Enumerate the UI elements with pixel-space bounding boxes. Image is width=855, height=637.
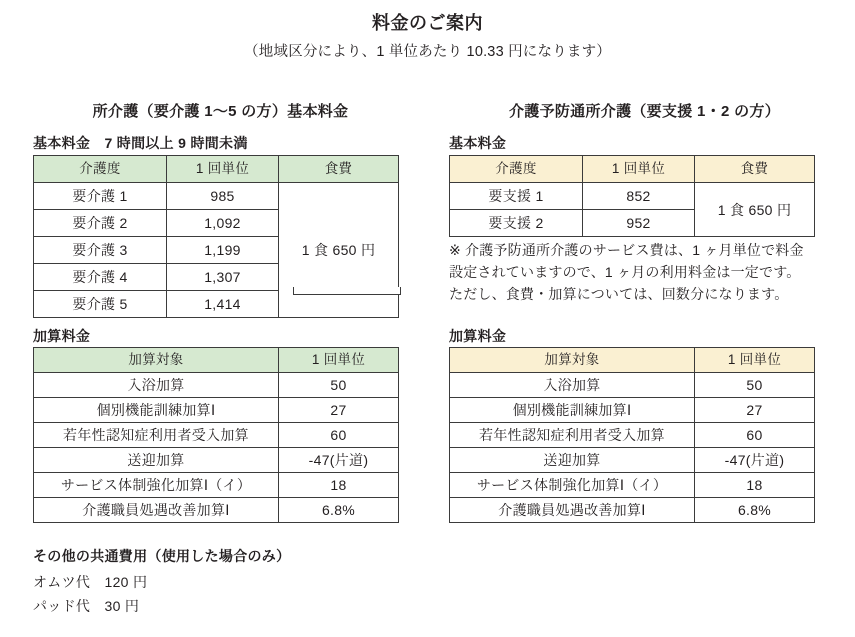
table-row: [450, 398, 815, 423]
page-title: 料金のご案内: [372, 13, 483, 33]
page-subtitle: （地域区分により、1 単位あたり 10.33 円になります）: [244, 44, 611, 60]
left-column-section: [18, 0, 418, 637]
table-row: [34, 373, 399, 398]
cell-add-unit: 50: [279, 373, 399, 398]
table-header-row: [34, 348, 399, 373]
note-line-1: ※ 介護予防通所介護のサービス費は、1 ヶ月単位で料金: [449, 242, 804, 258]
right-basic-fee-label: 基本料金: [449, 135, 507, 151]
note-line-2: 設定されていますので、1 ヶ月の利用料金は一定です。: [449, 264, 801, 280]
cell-add-unit: 27: [279, 398, 399, 423]
table-row: [450, 448, 815, 473]
cell-care-level: 要介護 5: [34, 291, 167, 318]
column-header-add-unit: 1 回単位: [279, 348, 399, 373]
cell-add-item: 入浴加算: [34, 373, 279, 398]
meal-fee-cell-overhang: [293, 287, 401, 295]
note-line-3: ただし、食費・加算については、回数分になります。: [449, 286, 789, 302]
table-header-row: [450, 156, 815, 183]
diaper-fee-line: オムツ代 120 円: [33, 574, 148, 590]
cell-add-unit: 6.8%: [695, 498, 815, 523]
table-row: [34, 498, 399, 523]
cell-add-unit: 50: [695, 373, 815, 398]
table-row: [450, 473, 815, 498]
table-row: [34, 448, 399, 473]
column-header-meal-fee: 食費: [279, 156, 399, 183]
cell-add-item: 個別機能訓練加算Ⅰ: [34, 398, 279, 423]
prevention-service-note: [449, 239, 839, 305]
column-header-unit: 1 回単位: [167, 156, 279, 183]
table-row: [450, 373, 815, 398]
cell-care-level: 要介護 1: [34, 183, 167, 210]
common-expenses-title: その他の共通費用（使用した場合のみ）: [33, 548, 291, 564]
cell-meal-fee-merged: 1 食 650 円: [279, 183, 399, 318]
cell-add-item: 入浴加算: [450, 373, 695, 398]
table-row: [34, 423, 399, 448]
column-header-care-level: 介護度: [34, 156, 167, 183]
cell-care-level: 要介護 4: [34, 264, 167, 291]
cell-meal-fee-merged: 1 食 650 円: [695, 183, 815, 237]
cell-add-unit: 27: [695, 398, 815, 423]
cell-unit: 852: [583, 183, 695, 210]
cell-add-item: 送迎加算: [34, 448, 279, 473]
cell-add-unit: 60: [695, 423, 815, 448]
cell-add-unit: 60: [279, 423, 399, 448]
right-additional-fee-label: 加算料金: [449, 328, 507, 344]
right-column-section: [440, 0, 840, 637]
table-header-row: [450, 348, 815, 373]
cell-add-item: 個別機能訓練加算Ⅰ: [450, 398, 695, 423]
cell-add-unit: 6.8%: [279, 498, 399, 523]
cell-care-level: 要支援 2: [450, 210, 583, 237]
right-basic-fee-table: [449, 155, 815, 237]
table-row: [450, 498, 815, 523]
cell-care-level: 要介護 2: [34, 210, 167, 237]
left-basic-fee-label: 基本料金 7 時間以上 9 時間未満: [33, 135, 248, 151]
table-row: [34, 473, 399, 498]
column-header-unit: 1 回単位: [583, 156, 695, 183]
cell-unit: 1,092: [167, 210, 279, 237]
cell-unit: 985: [167, 183, 279, 210]
column-header-meal-fee: 食費: [695, 156, 815, 183]
column-header-add-target: 加算対象: [450, 348, 695, 373]
cell-unit: 952: [583, 210, 695, 237]
column-header-care-level: 介護度: [450, 156, 583, 183]
cell-add-item: 介護職員処遇改善加算Ⅰ: [34, 498, 279, 523]
column-header-add-target: 加算対象: [34, 348, 279, 373]
cell-add-item: サービス体制強化加算Ⅰ（イ）: [34, 473, 279, 498]
right-additional-fee-table: [449, 347, 815, 523]
cell-care-level: 要介護 3: [34, 237, 167, 264]
cell-add-item: 介護職員処遇改善加算Ⅰ: [450, 498, 695, 523]
common-expenses-section: [33, 546, 290, 620]
cell-add-item: 若年性認知症利用者受入加算: [34, 423, 279, 448]
cell-add-unit: 18: [695, 473, 815, 498]
table-header-row: [34, 156, 399, 183]
table-row: [34, 398, 399, 423]
column-header-add-unit: 1 回単位: [695, 348, 815, 373]
pad-fee-line: パッド代 30 円: [33, 598, 140, 614]
cell-add-item: 若年性認知症利用者受入加算: [450, 423, 695, 448]
cell-unit: 1,199: [167, 237, 279, 264]
left-additional-fee-label: 加算料金: [33, 328, 91, 344]
cell-add-item: 送迎加算: [450, 448, 695, 473]
table-row: [34, 183, 399, 210]
cell-unit: 1,414: [167, 291, 279, 318]
cell-add-unit: -47(片道): [695, 448, 815, 473]
cell-add-item: サービス体制強化加算Ⅰ（イ）: [450, 473, 695, 498]
table-row: [450, 183, 815, 210]
cell-care-level: 要支援 1: [450, 183, 583, 210]
left-column-heading: 所介護（要介護 1～5 の方）基本料金: [92, 103, 349, 120]
cell-unit: 1,307: [167, 264, 279, 291]
cell-add-unit: -47(片道): [279, 448, 399, 473]
left-additional-fee-table: [33, 347, 399, 523]
cell-add-unit: 18: [279, 473, 399, 498]
right-column-heading: 介護予防通所介護（要支援 1・2 の方）: [508, 103, 781, 120]
table-row: [450, 423, 815, 448]
